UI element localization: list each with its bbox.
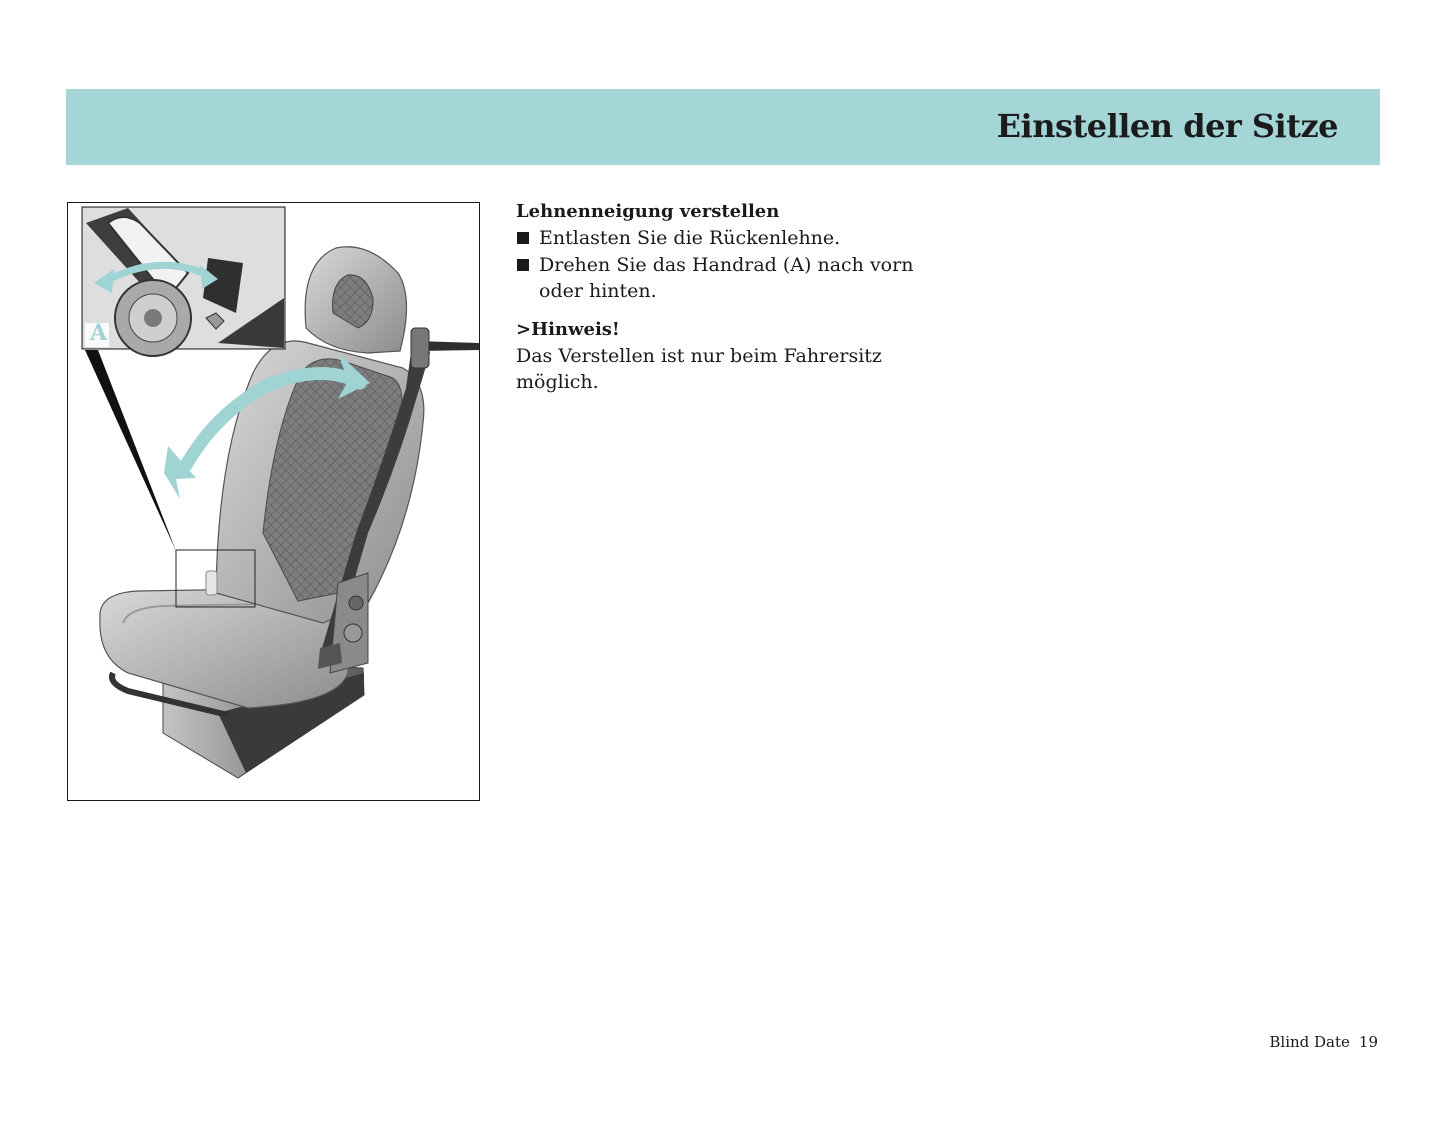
instruction-column [516,199,936,396]
square-bullet-icon [517,259,529,271]
page-title: Einstellen der Sitze [996,107,1338,145]
page-number: 19 [1358,1033,1378,1051]
note-text: Das Verstellen ist nur beim Fahrersitz möglich. [516,344,882,393]
seat-illustration [67,202,480,801]
step-text: Drehen Sie das Handrad (A) nach vorn oder hinten. [539,253,914,302]
inset-label: A [90,320,108,346]
publication-name: Blind Date [1269,1033,1350,1051]
seat-drawing [68,203,479,800]
page-footer [1269,1033,1378,1051]
list-item [516,225,936,252]
header-band [66,89,1380,165]
section-heading: Lehnenneigung verstellen [516,201,780,222]
step-list [516,225,936,305]
list-item [516,252,936,305]
step-text: Entlasten Sie die Rückenlehne. [539,227,841,249]
square-bullet-icon [517,232,529,244]
handwheel-inset [82,207,285,356]
note-heading: >Hinweis! [516,318,620,340]
